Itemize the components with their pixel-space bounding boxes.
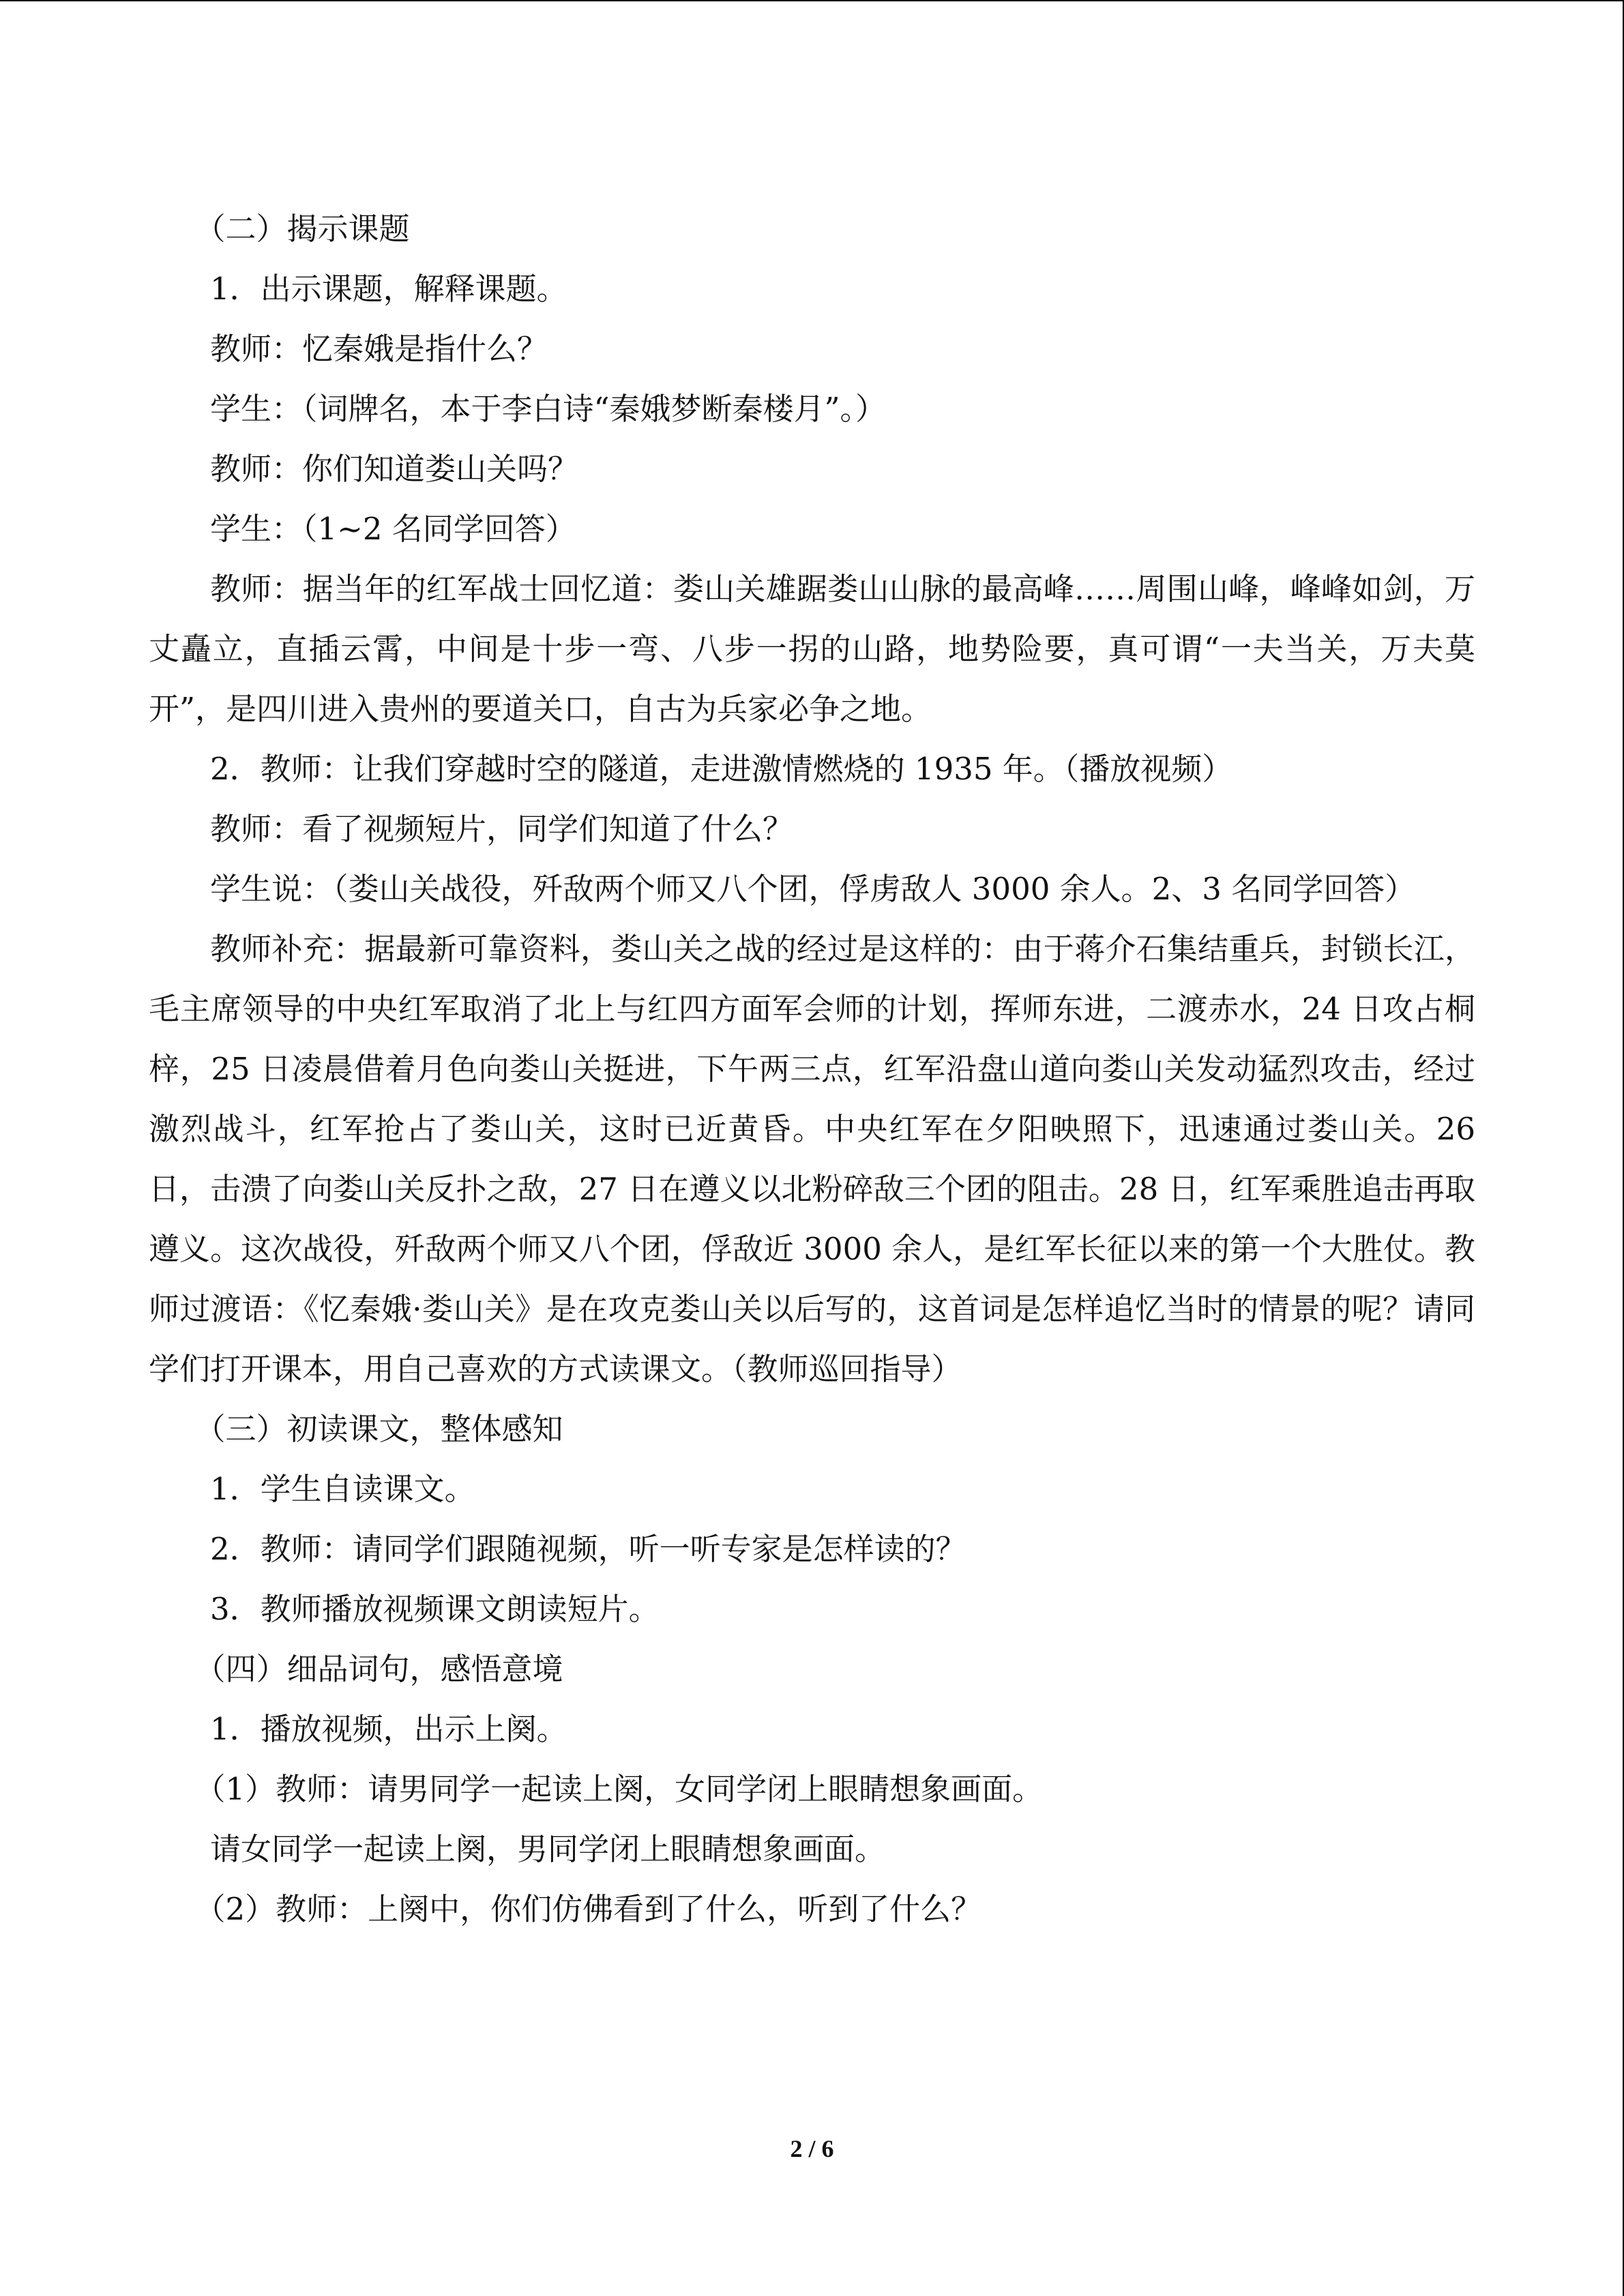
paragraph: （1）教师：请男同学一起读上阕，女同学闭上眼睛想象画面。 [194, 1771, 1044, 1807]
paragraph: 2．教师：请同学们跟随视频，听一听专家是怎样读的？ [210, 1531, 966, 1567]
paragraph: 学生：（1~2 名同学回答） [210, 511, 576, 547]
paragraph: 请女同学一起读上阕，男同学闭上眼睛想象画面。 [210, 1831, 886, 1867]
paragraph: 1．出示课题，解释课题。 [210, 271, 567, 307]
section-heading-3: （三）初读课文，整体感知 [194, 1411, 563, 1447]
page-number: 2 / 6 [790, 2135, 834, 2162]
paragraph: 教师：你们知道娄山关吗？ [210, 451, 579, 487]
paragraph: 教师：忆秦娥是指什么？ [210, 331, 548, 367]
paragraph: 1．播放视频，出示上阕。 [210, 1711, 567, 1747]
paragraph: （2）教师：上阕中，你们仿佛看到了什么，听到了什么？ [194, 1891, 982, 1927]
paragraph: 学生说：（娄山关战役，歼敌两个师又八个团，俘虏敌人 3000 余人。2、3 名同学回答） [210, 871, 1416, 907]
paragraph: 2．教师：让我们穿越时空的隧道，走进激情燃烧的 1935 年。（播放视频） [210, 751, 1233, 787]
paragraph: 教师：据当年的红军战士回忆道：娄山关雄踞娄山山脉的最高峰……周围山峰，峰峰如剑，万丈矗立，直插云霄，中间是十步一弯、八步一拐的山路，地势险要，真可谓“一夫当关，万夫莫开”，是四川进入贵州的要道关口，自古为兵家必争之地。 [149, 571, 1475, 727]
paragraph: 学生：（词牌名，本于李白诗“秦娥梦断秦楼月”。） [210, 391, 887, 427]
paragraph: 教师补充：据最新可靠资料，娄山关之战的经过是这样的：由于蒋介石集结重兵，封锁长江，毛主席领导的中央红军取消了北上与红四方面军会师的计划，挥师东进，二渡赤水，24 日攻占桐梓，25 日凌晨借着月色向娄山关挺进，下午两三点，红军沿盘山道向娄山关发动猛烈攻击，经过激烈战斗，红军抢占了娄山关，这时已近黄昏。中央红军在夕阳映照下，迅速通过娄山关。26 日，击溃了向娄山关反扑之敌，27 日在遵义以北粉碎敌三个团的阻击。28 日，红军乘胜追击再取遵义。这次战役，歼敌两个师又八个团，俘敌近 3000 余人，是红军长征以来的第一个大胜仗。教师过渡语：《忆秦娥·娄山关》是在攻克娄山关以后写的，这首词是怎样追忆当时的情景的呢？请同学们打开课本，用自己喜欢的方式读课文。（教师巡回指导） [149, 931, 1475, 1387]
paragraph: 教师：看了视频短片，同学们知道了什么？ [210, 811, 794, 847]
paragraph: 1．学生自读课文。 [210, 1471, 475, 1507]
paragraph: 3．教师播放视频课文朗读短片。 [210, 1591, 660, 1627]
document-body [149, 199, 1475, 1939]
section-heading-4: （四）细品词句，感悟意境 [194, 1651, 563, 1687]
section-heading-2: （二）揭示课题 [194, 211, 410, 247]
